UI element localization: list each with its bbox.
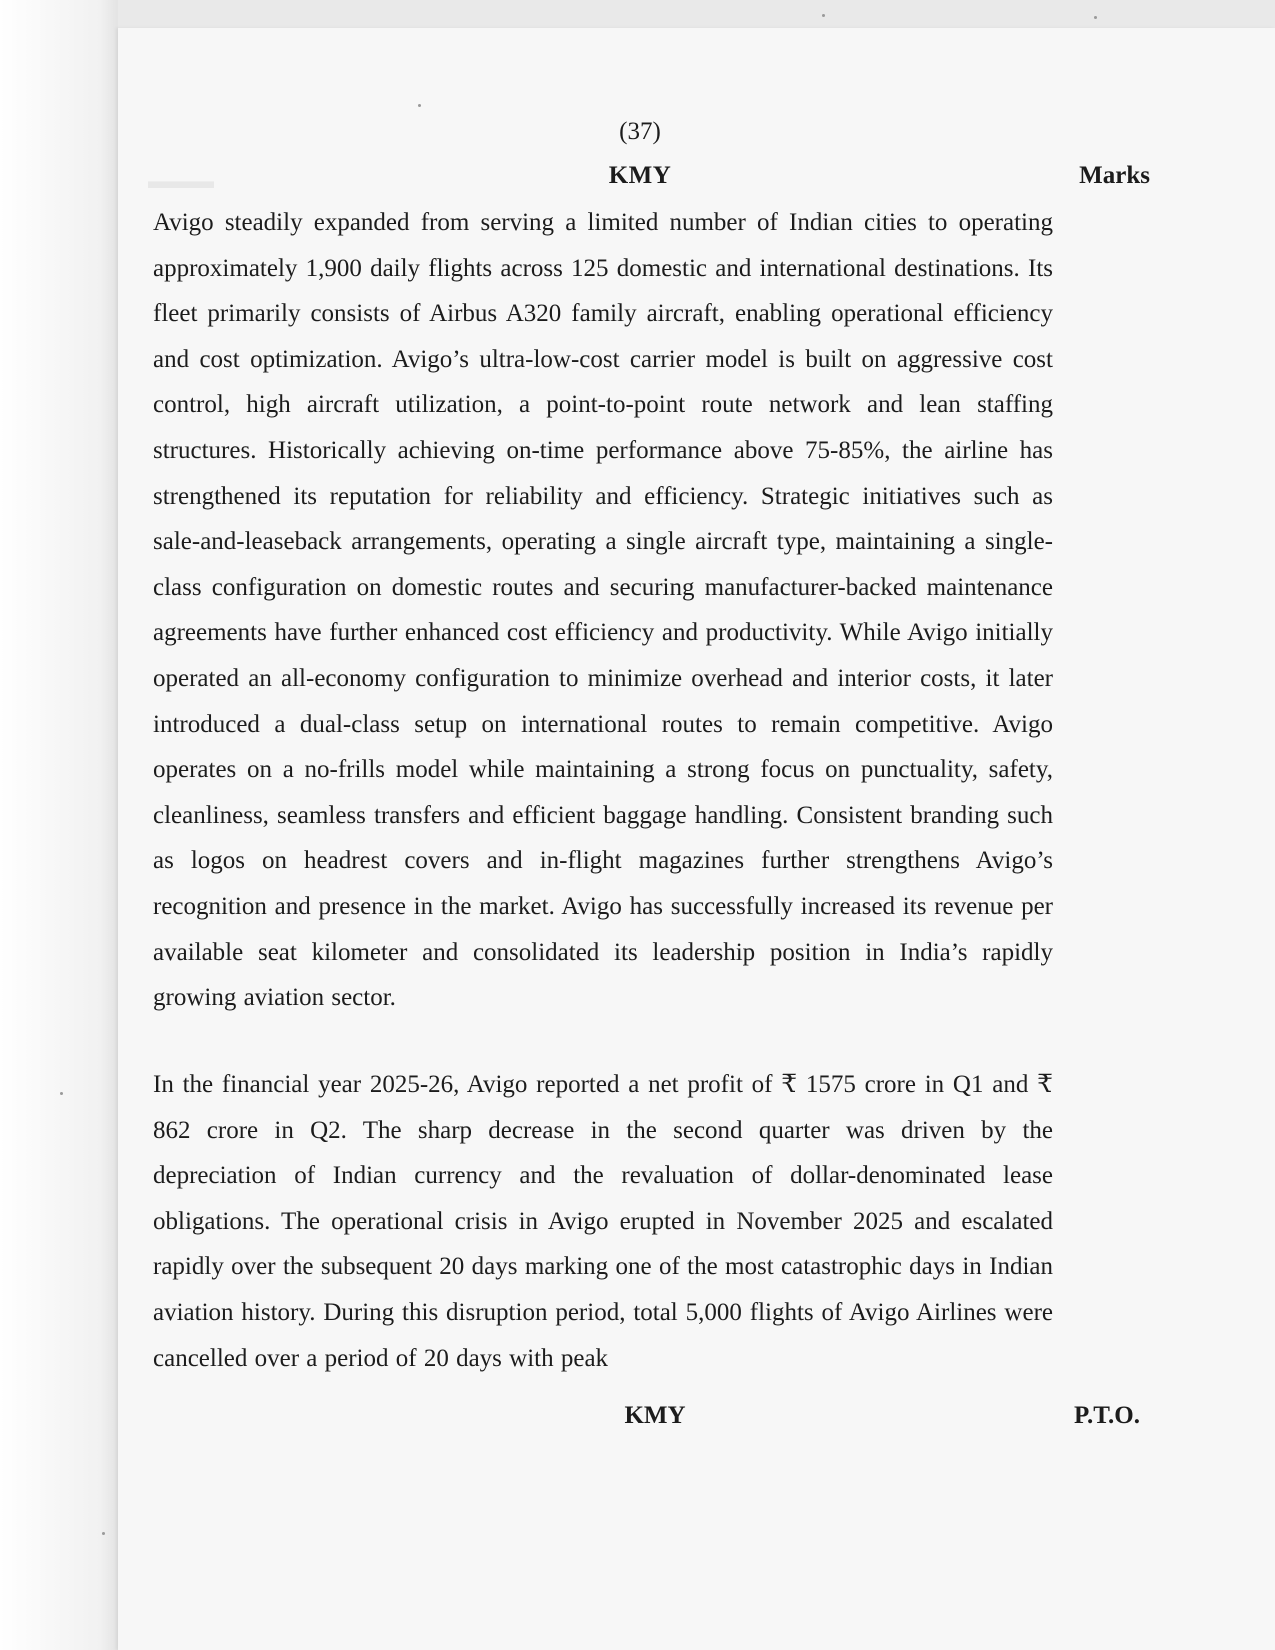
- paper-code-footer: KMY: [624, 1402, 686, 1429]
- scan-gutter: [0, 0, 118, 1650]
- page-number: (37): [619, 118, 661, 145]
- case-paragraph-1: Avigo steadily expanded from serving a limited number of Indian cities to operating approximately 1,900 daily flights across 125 domestic and international destinations. Its fleet primarily consists of Airbus A320 family aircraft, enabling operational efficiency and cost optimization. Avigo’s ultra-low-cost carrier model is built on aggressive cost control, high aircraft utilization, a point-to-point route network and lean staffing structures. Historically achieving on-time performance above 75-85%, the airline has strengthened its reputation for reliability and efficiency. Strategic initiatives such as sale-and-leaseback arrangements, operating a single aircraft type, maintaining a single-class configuration on domestic routes and securing manufacturer-backed maintenance agreements have further enhanced cost efficiency and productivity. While Avigo initially operated an all-economy configuration to minimize overhead and interior costs, it later introduced a dual-class setup on international routes to remain competitive. Avigo operates on a no-frills model while maintaining a strong focus on punctuality, safety, cleanliness, seamless transfers and efficient baggage handling. Consistent branding such as logos on headrest covers and in-flight magazines further strengthens Avigo’s recognition and presence in the market. Avigo has successfully increased its revenue per available seat kilometer and consolidated its leadership position in India’s rapidly growing aviation sector.: [153, 209, 1053, 1012]
- case-paragraph-2: In the financial year 2025-26, Avigo reported a net profit of ₹ 1575 crore in Q1 and ₹ 862 crore in Q2. The sharp decrease in the second quarter was driven by the depreciation of Indian currency and the revaluation of dollar-denominated lease obligations. The operational crisis in Avigo erupted in November 2025 and escalated rapidly over the subsequent 20 days marking one of the most catastrophic days in Indian aviation history. During this disruption period, total 5,000 flights of Avigo Airlines were cancelled over a period of 20 days with peak: [153, 1071, 1053, 1372]
- scan-speck: [822, 14, 825, 17]
- scan-speck: [418, 104, 421, 107]
- scan-speck: [1094, 16, 1097, 19]
- scan-speck: [102, 1532, 105, 1535]
- marks-column-label: Marks: [1079, 162, 1150, 189]
- paper-code-header: KMY: [608, 162, 672, 189]
- please-turn-over: P.T.O.: [1074, 1402, 1140, 1429]
- scan-speck: [60, 1092, 63, 1095]
